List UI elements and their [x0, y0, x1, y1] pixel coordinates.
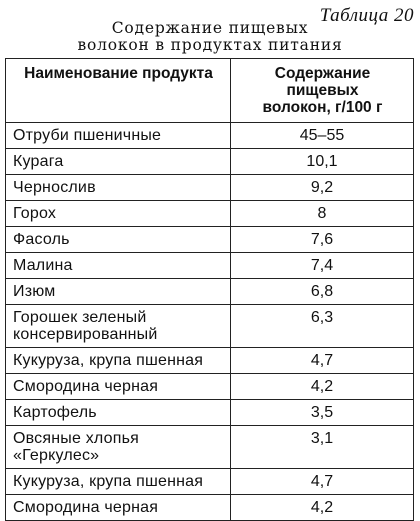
- product-name: Отруби пшеничные: [6, 123, 231, 149]
- table-row: [6, 495, 414, 521]
- table-row: [6, 253, 414, 279]
- fiber-value: 6,3: [231, 305, 414, 348]
- product-name-line-1: Горошек зеленый: [13, 309, 147, 326]
- table-number: Таблица 20: [319, 5, 414, 26]
- fiber-content-table: [5, 58, 414, 521]
- product-name-line-2: консервированный: [13, 326, 158, 343]
- fiber-value: 3,5: [231, 400, 414, 426]
- fiber-value: 4,7: [231, 348, 414, 374]
- fiber-value: 8: [231, 201, 414, 227]
- fiber-value: 7,4: [231, 253, 414, 279]
- table-row: [6, 279, 414, 305]
- fiber-value: 6,8: [231, 279, 414, 305]
- caption-line-1: Содержание пищевых: [111, 19, 309, 37]
- fiber-value: 10,1: [231, 149, 414, 175]
- fiber-value: 3,1: [231, 426, 414, 469]
- fiber-value: 7,6: [231, 227, 414, 253]
- table-row: [6, 426, 414, 469]
- product-name: [6, 305, 231, 348]
- table-row: [6, 400, 414, 426]
- product-name: Картофель: [6, 400, 231, 426]
- product-name: Кукуруза, крупа пшенная: [6, 348, 231, 374]
- product-name: Чернослив: [6, 175, 231, 201]
- table-row: [6, 469, 414, 495]
- table-row: [6, 348, 414, 374]
- product-name: Курага: [6, 149, 231, 175]
- table-row: [6, 227, 414, 253]
- table-row: [6, 305, 414, 348]
- header-product: Наименование продукта: [6, 59, 231, 123]
- table-header-row: [6, 59, 414, 123]
- table-row: [6, 123, 414, 149]
- header-content-line-1: Содержание пищевых: [274, 65, 371, 99]
- table-row: [6, 149, 414, 175]
- table-row: [6, 175, 414, 201]
- table-caption: [0, 20, 420, 54]
- product-name: Малина: [6, 253, 231, 279]
- fiber-value: 45–55: [231, 123, 414, 149]
- product-name: Смородина черная: [6, 495, 231, 521]
- fiber-value: 4,2: [231, 374, 414, 400]
- product-name: Горох: [6, 201, 231, 227]
- product-name: Овсяные хлопья «Геркулес»: [6, 426, 231, 469]
- header-content: [231, 59, 414, 123]
- product-name: Кукуруза, крупа пшенная: [6, 469, 231, 495]
- fiber-value: 4,2: [231, 495, 414, 521]
- caption-line-2: волокон в продуктах питания: [77, 36, 343, 54]
- product-name: Изюм: [6, 279, 231, 305]
- fiber-value: 9,2: [231, 175, 414, 201]
- table-row: [6, 201, 414, 227]
- product-name: Смородина черная: [6, 374, 231, 400]
- fiber-value: 4,7: [231, 469, 414, 495]
- table-row: [6, 374, 414, 400]
- product-name: Фасоль: [6, 227, 231, 253]
- header-content-line-2: волокон, г/100 г: [262, 99, 383, 116]
